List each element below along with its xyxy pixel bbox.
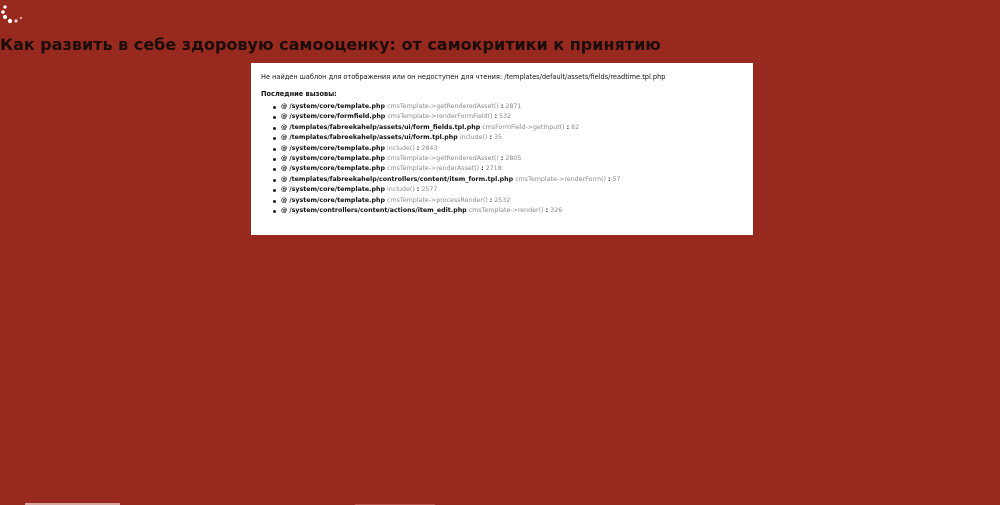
- call-line-number: 2718: [485, 165, 502, 173]
- call-stack-item: [273, 112, 743, 122]
- call-line-number: 2843: [421, 144, 438, 152]
- call-file-path: /system/core/template.php: [289, 155, 386, 163]
- at-sign: @: [281, 186, 288, 194]
- call-stack-item: [273, 206, 743, 216]
- call-separator: :: [494, 113, 498, 121]
- call-line-number: 2532: [494, 196, 511, 204]
- call-separator: :: [545, 207, 549, 215]
- bullet-icon: [273, 189, 276, 192]
- at-sign: @: [281, 196, 288, 204]
- bullet-icon: [273, 200, 276, 203]
- bullet-icon: [273, 210, 276, 213]
- at-sign: @: [281, 155, 288, 163]
- call-function: include(): [387, 186, 415, 194]
- bullet-icon: [273, 116, 276, 119]
- call-file-path: /system/core/template.php: [289, 103, 386, 110]
- at-sign: @: [281, 113, 288, 121]
- call-stack-item: [273, 123, 743, 133]
- call-separator: :: [489, 134, 492, 142]
- call-function: include(): [459, 134, 488, 142]
- call-function: cmsTemplate->renderForm(): [515, 175, 606, 183]
- call-function: cmsTemplate->renderAsset(): [387, 165, 480, 173]
- call-stack-item: [273, 144, 743, 154]
- error-message: Не найден шаблон для отображения или он недоступен для чтения: /templates/default/assets/fields/readtime.tpl.php: [261, 73, 666, 81]
- call-stack-item: [273, 164, 743, 174]
- call-stack-item: [273, 154, 743, 164]
- call-file-path: /templates/fabreekahelp/assets/ui/form_fields.tpl.php: [289, 123, 481, 131]
- call-separator: :: [500, 103, 504, 110]
- call-separator: :: [416, 186, 420, 194]
- call-separator: :: [489, 196, 493, 204]
- call-line-number: 2871: [505, 103, 522, 110]
- call-line-number: 532: [499, 113, 512, 121]
- error-panel: [251, 63, 753, 235]
- call-line-number: 326: [550, 207, 563, 215]
- call-stack-list: [261, 102, 743, 216]
- call-line-number: 2577: [421, 186, 438, 194]
- bullet-icon: [273, 127, 276, 130]
- call-line-number: 35: [494, 134, 503, 142]
- call-stack-item: [273, 175, 743, 185]
- call-function: cmsTemplate->getRenderedAsset(): [387, 155, 499, 163]
- call-separator: :: [607, 175, 611, 183]
- call-function: cmsTemplate->renderFormField(): [387, 113, 493, 121]
- call-separator: :: [500, 155, 504, 163]
- at-sign: @: [281, 144, 288, 152]
- call-file-path: /system/core/template.php: [289, 186, 386, 194]
- call-separator: :: [416, 144, 420, 152]
- call-function: cmsTemplate->render(): [468, 207, 544, 215]
- at-sign: @: [281, 134, 288, 142]
- bullet-icon: [273, 179, 276, 182]
- call-function: include(): [387, 144, 415, 152]
- call-line-number: 2805: [505, 155, 522, 163]
- call-file-path: /templates/fabreekahelp/assets/ui/form.tpl.php: [289, 134, 458, 142]
- call-file-path: /system/core/template.php: [289, 165, 386, 173]
- at-sign: @: [281, 207, 288, 215]
- call-function: cmsFormField->getInput(): [482, 123, 565, 131]
- page-title: Как развить в себе здоровую самооценку: от самокритики к принятию: [0, 35, 661, 54]
- bullet-icon: [273, 148, 276, 151]
- call-function: cmsTemplate->getRenderedAsset(): [387, 103, 499, 110]
- loading-spinner-icon: [0, 4, 26, 28]
- call-separator: :: [481, 165, 484, 173]
- calls-heading: Последние вызовы:: [261, 90, 337, 98]
- bullet-icon: [273, 137, 276, 140]
- call-file-path: /system/controllers/content/actions/item_edit.php: [289, 207, 467, 215]
- call-line-number: 57: [612, 175, 621, 183]
- call-file-path: /templates/fabreekahelp/controllers/content/item_form.tpl.php: [289, 175, 514, 183]
- call-file-path: /system/core/formfield.php: [289, 113, 386, 121]
- at-sign: @: [281, 123, 288, 131]
- call-file-path: /system/core/template.php: [289, 196, 386, 204]
- call-function: cmsTemplate->processRender(): [387, 196, 488, 204]
- bullet-icon: [273, 168, 276, 171]
- at-sign: @: [281, 175, 288, 183]
- call-separator: :: [566, 123, 570, 131]
- call-line-number: 82: [571, 123, 580, 131]
- bullet-icon: [273, 158, 276, 161]
- call-stack-item: [273, 185, 743, 195]
- at-sign: @: [281, 165, 288, 173]
- call-stack-item: [273, 102, 743, 112]
- call-stack-item: [273, 196, 743, 206]
- bullet-icon: [273, 106, 276, 109]
- at-sign: @: [281, 103, 288, 110]
- call-stack-item: [273, 133, 743, 143]
- call-file-path: /system/core/template.php: [289, 144, 386, 152]
